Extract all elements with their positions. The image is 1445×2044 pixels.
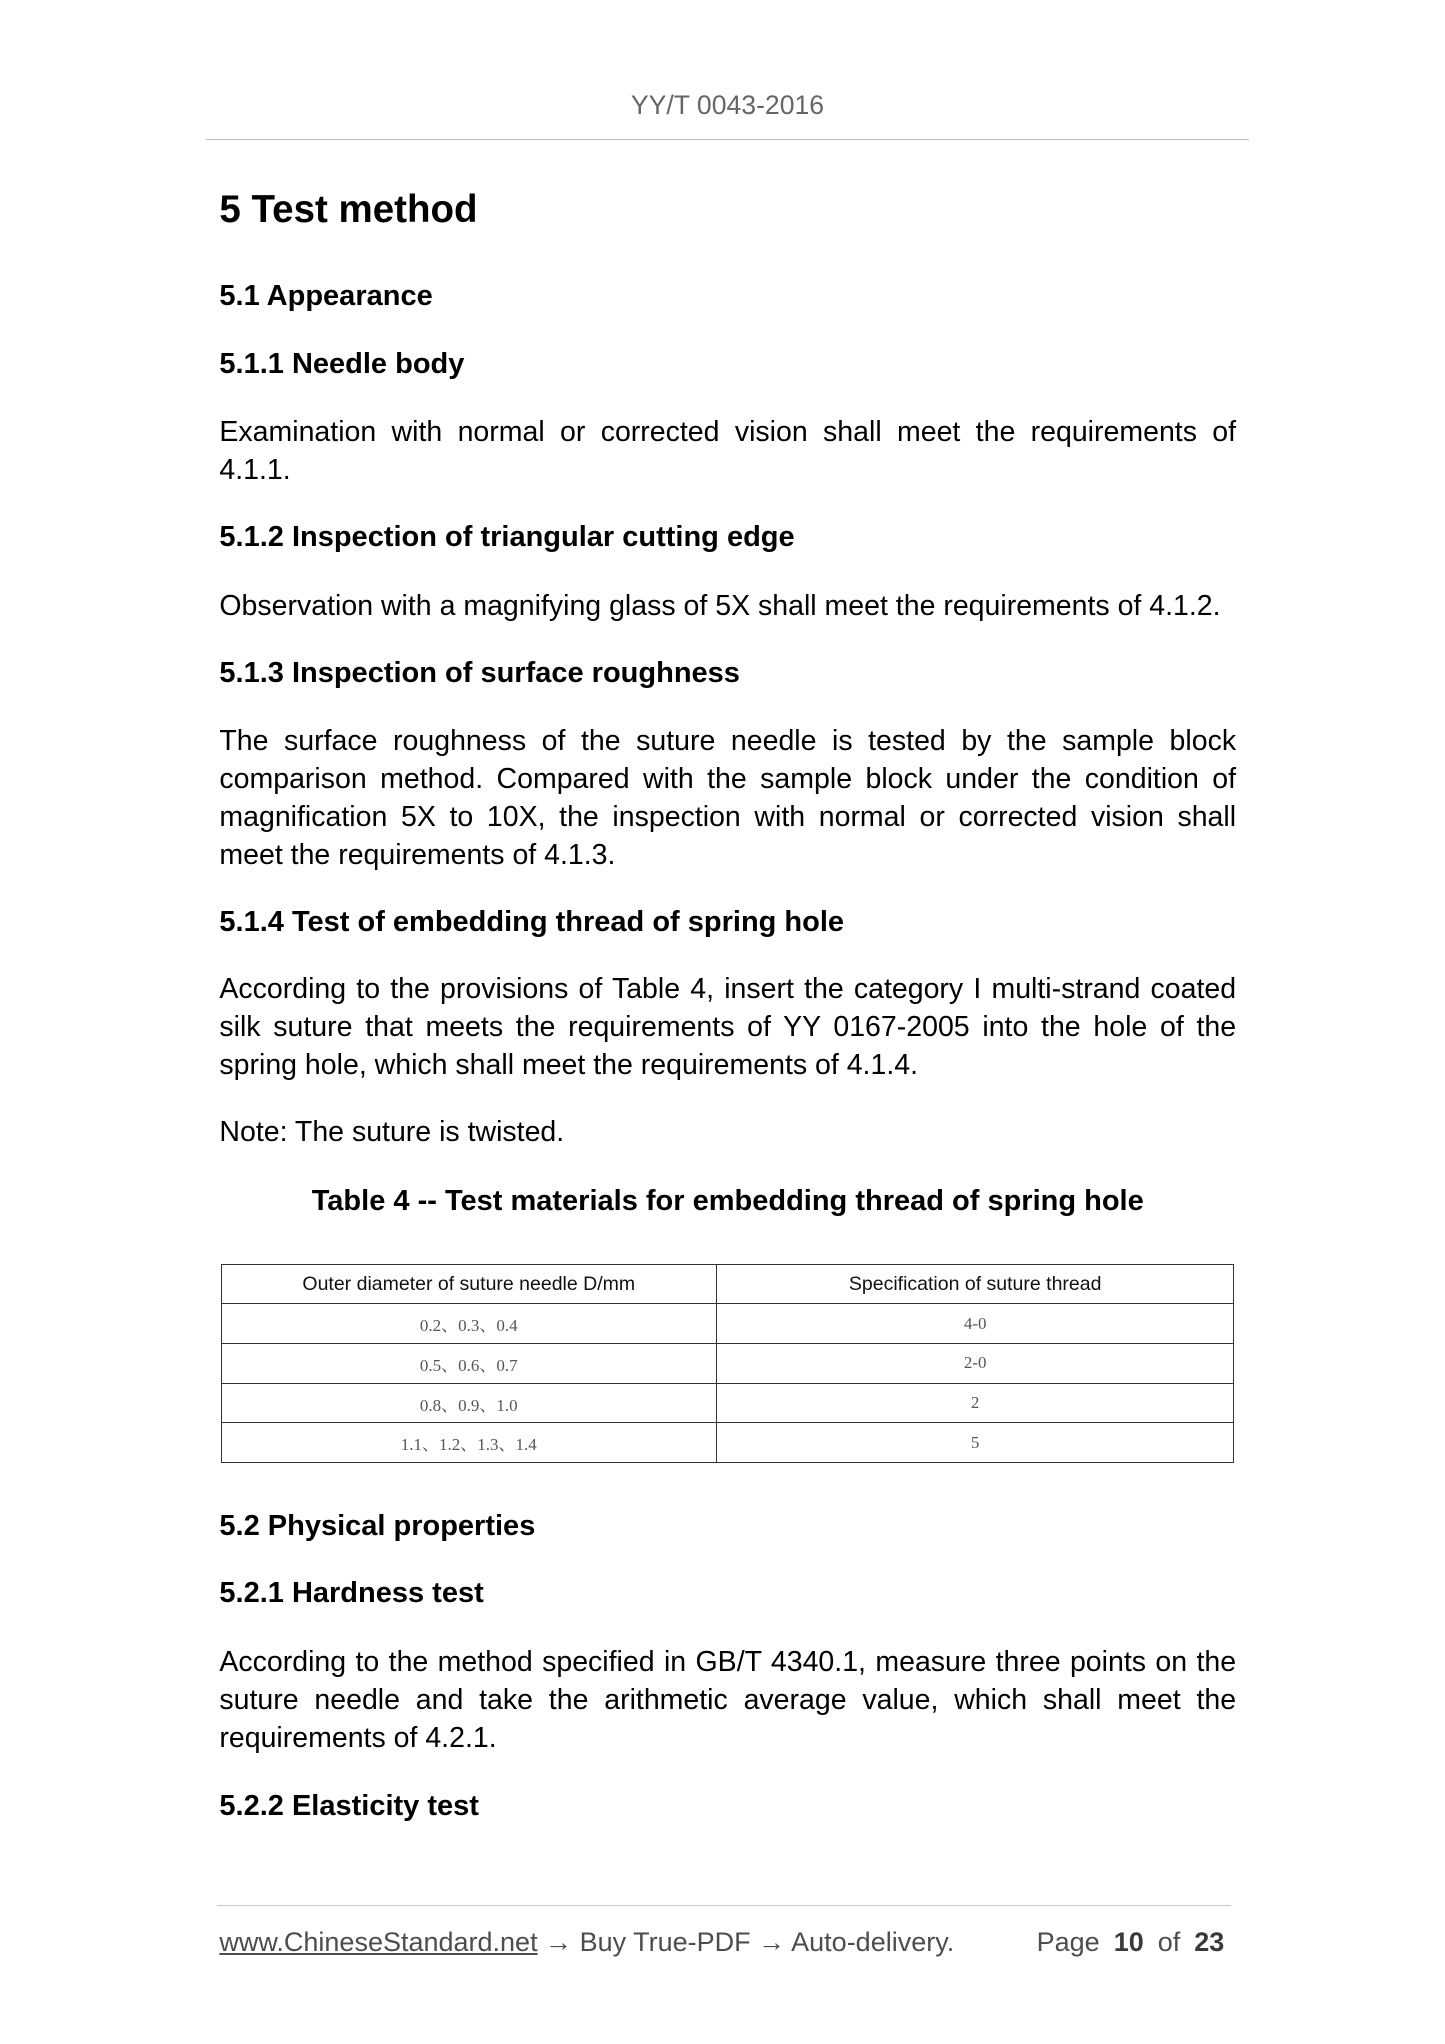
text-line: requirements of 4.2.1. [219,1721,497,1754]
cell-thread-specification: 2 [716,1383,1234,1423]
site-link[interactable]: www.ChineseStandard.net [219,1926,538,1957]
section-heading-5-1: 5.1 Appearance [219,279,433,312]
table-header-row [221,1264,1234,1304]
page-indicator [1037,1924,1225,1960]
cell-outer-diameter: 0.8、0.9、1.0 [221,1383,716,1423]
clause-heading-5-1-2: 5.1.2 Inspection of triangular cutting edge [219,521,795,554]
page-of-label: of [1157,1926,1181,1957]
footer-promo [219,1924,954,1960]
clause-text-5-1-2 [219,587,1236,625]
cell-outer-diameter: 0.2、0.3、0.4 [221,1304,716,1344]
test-materials-table [221,1264,1235,1463]
clause-text-5-2-1 [219,1643,1236,1757]
text-line: Examination with normal or corrected vision shall meet the requirements of [219,416,1237,449]
text-line: Observation with a magnifying glass of 5X shall meet the requirements of 4.1.2. [219,589,1221,622]
column-header-outer-diameter: Outer diameter of suture needle D/mm [221,1264,716,1304]
table-row [221,1423,1234,1463]
cell-outer-diameter: 1.1、1.2、1.3、1.4 [221,1423,716,1463]
clause-note: Note: The suture is twisted. [219,1116,565,1149]
table-caption: Table 4 -- Test materials for embedding thread of spring hole [311,1184,1144,1217]
clause-heading-5-1-1: 5.1.1 Needle body [219,347,465,380]
footer-promo-text: → Buy True-PDF → Auto-delivery. [545,1926,955,1957]
text-line: According to the provisions of Table 4, insert the category I multi-strand coated [219,973,1237,1006]
footer-divider [217,1905,1231,1906]
text-line: The surface roughness of the suture needle is tested by the sample block [219,724,1237,757]
clause-heading-5-2-2: 5.2.2 Elasticity test [219,1790,479,1823]
text-line: magnification 5X to 10X, the inspection with normal or corrected vision shall [219,801,1237,834]
table-row [221,1383,1234,1423]
chapter-heading: 5 Test method [219,188,478,232]
text-line: spring hole, which shall meet the requirements of 4.1.4. [219,1049,919,1082]
clause-heading-5-1-3: 5.1.3 Inspection of surface roughness [219,656,740,689]
table-row [221,1344,1234,1384]
clause-text-5-1-4 [219,970,1236,1084]
section-heading-5-2: 5.2 Physical properties [219,1510,536,1543]
cell-thread-specification: 4-0 [716,1304,1234,1344]
cell-outer-diameter: 0.5、0.6、0.7 [221,1344,716,1384]
clause-text-5-1-1 [219,413,1236,489]
cell-thread-specification: 5 [716,1423,1234,1463]
header-divider [206,139,1249,140]
text-line: According to the method specified in GB/T 4340.1, measure three points on the [219,1645,1237,1678]
page-label: Page [1036,1926,1100,1957]
text-line: comparison method. Compared with the sample block under the condition of [219,762,1237,795]
table-row [221,1304,1234,1344]
text-line: silk suture that meets the requirements of YY 0167-2005 into the hole of the [219,1011,1237,1044]
page-total: 23 [1194,1926,1225,1957]
text-line: suture needle and take the arithmetic average value, which shall meet the [219,1683,1237,1716]
text-line: 4.1.1. [219,454,291,487]
clause-heading-5-1-4: 5.1.4 Test of embedding thread of spring hole [219,906,845,939]
clause-heading-5-2-1: 5.2.1 Hardness test [219,1577,484,1610]
running-header-standard-code: YY/T 0043-2016 [630,90,825,120]
page-current: 10 [1113,1926,1144,1957]
clause-text-5-1-3 [219,722,1236,874]
text-line: meet the requirements of 4.1.3. [219,839,616,872]
cell-thread-specification: 2-0 [716,1344,1234,1384]
column-header-thread-specification: Specification of suture thread [716,1264,1234,1304]
